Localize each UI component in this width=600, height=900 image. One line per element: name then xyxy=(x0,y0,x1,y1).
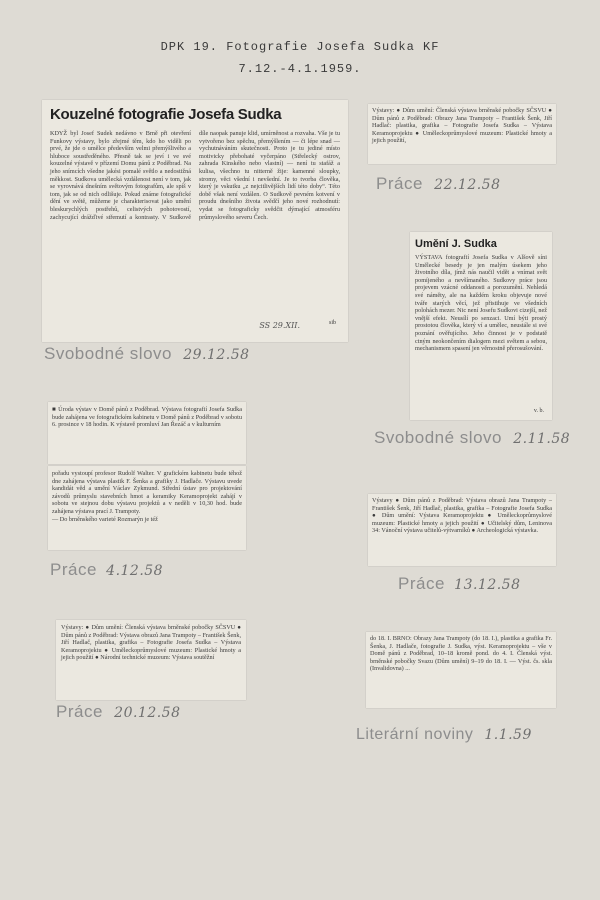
archive-header xyxy=(60,36,540,80)
stamp-newspaper: Práce xyxy=(376,174,423,193)
clipping-text: VÝSTAVA fotografií Josefa Sudka v Alšově síni Umělecké besedy je jen malým úsekem jeho životního díla, jímž nás naučil vidět a vnímat svět pomíjeného a nevšímaného. Sudkovy práce jsou projevem vzácné oddanosti a porozumění. Nehledá své náměty, ale na každém kroku objevuje nové tváře starých věcí, jež přistihuje ve všedních polohách mezer. Nic není Josefu Sudkovi cizejší, než vnější efekt. Neusílí po senzaci. Umí býti prostý prostotou člověka, který ví a umělec, neustále si své poznání ověřujícího. Jeho činnost je v podstatě ctným neokončením dialogem mezi světem a sebou, mechanismem spasení jen věrnostně přerosušování. xyxy=(415,254,547,353)
clipping-text: Výstavy: ● Dům umění: Členská výstava brněnské pobočky SČSVU ● Dům pánů z Poděbrad: Obrazy Jana Trampoty – František Šenk, Jiří Hadlač: plastika, grafika – Fotografie Josefa Sudka – Výstava Keramoprojektu ● Uměleckoprůmyslové muzeum: Plastické hmoty a jejich použití, xyxy=(372,107,552,145)
stamp-date: 4.12.58 xyxy=(106,563,164,579)
clipping-title: Umění J. Sudka xyxy=(415,238,497,250)
source-stamp xyxy=(398,574,521,594)
clipping-kouzelne-fotografie xyxy=(42,100,348,342)
source-stamp xyxy=(44,344,250,364)
source-stamp xyxy=(56,702,181,722)
clipping-text: pořadu vystoupí profesor Rudolf Walter. V grafickém kabinetu bude téhož dne zahájena výstava plastik F. Šenka a grafiky J. Hadlače. Výstavu uvede kandidát věd a umění Václav Zykmund. Střední ústav pro projektování závodů průmyslu stavebních hmot a keramiky Keramoprojekt zahájí v sobotu ve stejnou dobu výstavu projektů a v neděli v 10,30 hod. bude zahájena výstava prací J. Trampoty. xyxy=(52,470,242,515)
clipping-title: Kouzelné fotografie Josefa Sudka xyxy=(50,106,282,123)
handwritten-note: SS 29.XII. xyxy=(259,321,300,331)
clipping-text: Výstavy: ● Dům umění: Členská výstava brněnské pobočky SČSVU ● Dům pánů z Poděbrad: Výstava obrazů Jana Trampoty – František Šenk, Jiří Hadlač, plastika, grafika – Fotografie Josefa Sudka – Výstava Keramoprojektu ● Uměleckoprůmyslové muzeum: Plastické hmoty a jejich použití ● Národní technické muzeum: Výstava soutěžní xyxy=(61,624,241,662)
clipping-signature: v. b. xyxy=(531,408,544,416)
clipping-text: ■ Úroda výstav v Domě pánů z Poděbrad. Výstava fotografií Josefa Sudka bude zahájena ve fotografickém kabinetu v Domě pánů z Poděbrad v sobotu 6. prosince v 18 hodin. K výstavě promluví Jan Řezáč a v kulturním xyxy=(52,406,242,429)
clipping-text-cut: — Do brněnského varieté Rozmarýn je též xyxy=(52,515,158,523)
stamp-date: 22.12.58 xyxy=(434,177,501,193)
clipping-text: do 18. I. BRNO: Obrazy Jana Trampoty (do 18. I.), plastika a grafika Fr. Šenka, J. Hadlače, fotografie J. Sudka, výst. Keramoprojektu – vše v Domě pánů z Poděbrad, 10–18 kromě pond. do 4. I. Členská výst. brněnské pobočky Svazu (Dům umění) 9–19 do 18. I. — Výst. čs. skla (Invalidovna) ... xyxy=(370,635,552,673)
header-line-2: 7.12.-4.1.1959. xyxy=(238,62,362,76)
stamp-newspaper: Práce xyxy=(398,574,445,593)
stamp-date: 20.12.58 xyxy=(114,705,181,721)
source-stamp xyxy=(374,428,570,448)
clipping-vystavy-3 xyxy=(56,620,246,700)
stamp-newspaper: Svobodné slovo xyxy=(44,344,172,363)
source-stamp xyxy=(356,726,532,744)
stamp-newspaper: Práce xyxy=(56,702,103,721)
clipping-body xyxy=(50,130,340,310)
stamp-date: 29.12.58 xyxy=(183,347,250,363)
clipping-vystavy-1 xyxy=(368,104,556,164)
clipping-umeni-sudka xyxy=(410,232,552,420)
stamp-date: 1.1.59 xyxy=(484,727,532,743)
source-stamp xyxy=(50,560,163,580)
header-line-1: DPK 19. Fotografie Josefa Sudka KF xyxy=(160,40,440,54)
clipping-uroda-vystav-bottom xyxy=(48,466,246,550)
stamp-newspaper: Svobodné slovo xyxy=(374,428,502,447)
stamp-newspaper: Literární noviny xyxy=(356,726,474,743)
clipping-uroda-vystav-top xyxy=(48,402,246,464)
stamp-date: 2.11.58 xyxy=(513,431,571,447)
clipping-signature: sib xyxy=(328,320,336,327)
clipping-vystavy-2 xyxy=(368,494,556,566)
stamp-newspaper: Práce xyxy=(50,560,97,579)
clipping-brno-listing xyxy=(366,632,556,708)
clipping-text: Výstavy ● Dům pánů z Poděbrad: Výstava obrazů Jana Trampoty – František Šenk, Jiří Hadlač, plastika, grafika – Fotografie Josefa Sudka ● Dům umění: Výstava Keramoprojektu ● Uměleckoprůmyslové muzeum: Plastické hmoty a jejich použití ● Učitelský dům, Leninova 34: Vánoční výstava učitelů-výtvarníků ● Archeologická výstavka. xyxy=(372,497,552,535)
source-stamp xyxy=(376,174,501,194)
clipping-text: KDYŽ byl Josef Sudek nedávno v Brně při otevření Funkovy výstavy, bylo zřejmé těm, kdo ho viděli po prvé, že jde o umělce především velmi přemýšlivého a hluboce soustředěného. Přesně tak se jeví i ve své kouzelné výstavě v přízemí Domu pánů z Poděbrad. Na jeho snímcích všedne jakési pomalé světlo a nedostižná měkkost. Sudkova umělecká vzdálenost není v tom, jak se vyrovnává dnešním světovým fotografům, ale spíš v tom, jak se od nich odlišuje. Pokud známe fotografické dění ve světě, můžeme je charakterisovat jako umění bleskurychlých postřehů, celistvých pohotovostí, zachycující drážďivé střemutí a kontrasty. V Sudkově díle naopak panuje klid, umírněnost a rozvaha. Vše je tu vytvořeno bez spěchu, přemýšlením — či lépe snad — vychutnáváním skutečnosti. Proto je tu jediné místo motivicky přebohaté vyčerpáno (Střelecký ostrov, zahrada Kinského nebo vlastní) — není tu stafáž a kulisa, všechno tu nitterně žije: kamenné sloupky, stromy, věci všední i nevšední. Je to tvorba člověka, který je vskutku „z nejcitlivějších lidí této doby“. Této době však není vzdálen. O Sudkově pevném kotvení v proudu dnešního života svědčí jeho nové rozhodnutí: vydat se fotograficky svědčit dýmající atmosféru průmyslového severu Čech. xyxy=(50,130,340,221)
stamp-date: 13.12.58 xyxy=(454,577,521,593)
